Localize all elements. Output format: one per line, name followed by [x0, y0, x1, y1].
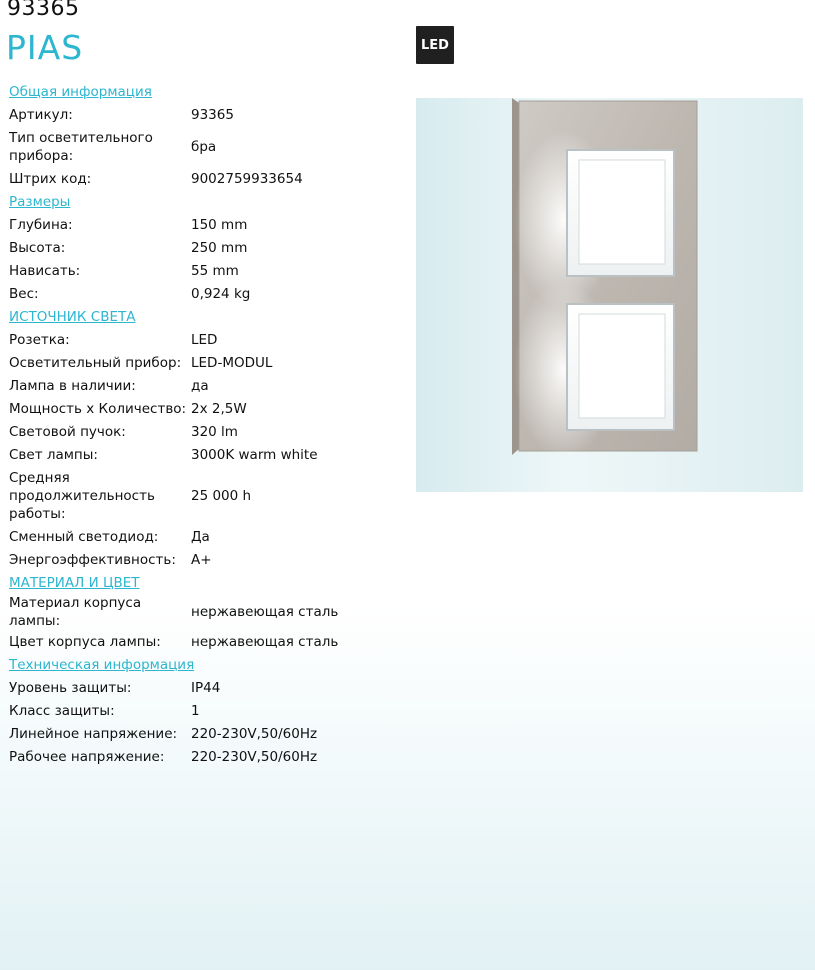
- lower-light-inner: [579, 314, 665, 418]
- spec-row-depth: [9, 213, 409, 236]
- spec-row-weight: [9, 282, 409, 305]
- product-photo: [416, 98, 803, 492]
- upper-light-inner: [579, 160, 665, 264]
- spec-row-lifetime: [9, 466, 409, 525]
- spec-row-luminous-flux: [9, 420, 409, 443]
- section-title-material[interactable]: МАТЕРИАЛ И ЦВЕТ: [9, 574, 140, 591]
- spec-row-article: [9, 103, 409, 126]
- spec-value: нержавеющая сталь: [191, 633, 339, 650]
- spec-label: Розетка:: [9, 331, 70, 348]
- spec-value: 220-230V,50/60Hz: [191, 725, 318, 742]
- spec-label: Световой пучок:: [9, 423, 126, 440]
- spec-value: 25 000 h: [191, 487, 252, 504]
- spec-label: Свет лампы:: [9, 446, 98, 463]
- spec-label: Сменный светодиод:: [9, 528, 159, 545]
- spec-label: Тип осветительного прибора:: [9, 129, 153, 164]
- spec-value: 0,924 kg: [191, 285, 251, 302]
- spec-value: 93365: [191, 106, 234, 123]
- spec-value: 150 mm: [191, 216, 248, 233]
- spec-row-protection-class: [9, 699, 409, 722]
- spec-row-ip-rating: [9, 676, 409, 699]
- spec-value: 320 lm: [191, 423, 238, 440]
- spec-value: 220-230V,50/60Hz: [191, 748, 318, 765]
- spec-value: LED: [191, 331, 218, 348]
- spec-label: Лампа в наличии:: [9, 377, 136, 394]
- spec-row-lamp-included: [9, 374, 409, 397]
- spec-row-light-color: [9, 443, 409, 466]
- spec-value: нержавеющая сталь: [191, 604, 339, 620]
- spec-value: 1: [191, 702, 200, 719]
- spec-label: Рабочее напряжение:: [9, 748, 165, 765]
- spec-row-body-color: [9, 630, 409, 653]
- spec-row-height: [9, 236, 409, 259]
- spec-label: Класс защиты:: [9, 702, 115, 719]
- spec-row-body-material: [9, 594, 409, 630]
- spec-row-barcode: [9, 167, 409, 190]
- spec-value: бра: [191, 138, 217, 155]
- spec-label: Уровень защиты:: [9, 679, 132, 696]
- spec-value: IP44: [191, 679, 221, 696]
- spec-label: Осветительный прибор:: [9, 354, 182, 371]
- spec-value: LED-MODUL: [191, 354, 273, 371]
- section-title-light-source[interactable]: ИСТОЧНИК СВЕТА: [9, 308, 136, 325]
- spec-row-type: [9, 126, 409, 167]
- spec-label: Артикул:: [9, 106, 73, 123]
- spec-row-socket: [9, 328, 409, 351]
- section-title-technical[interactable]: Техническая информация: [9, 656, 195, 673]
- spec-row-power: [9, 397, 409, 420]
- spec-label: Линейное напряжение:: [9, 725, 178, 742]
- spec-label: Энергоэффективность:: [9, 551, 176, 568]
- spec-value: 55 mm: [191, 262, 239, 279]
- spec-value: 3000K warm white: [191, 446, 318, 463]
- led-badge: LED: [416, 26, 454, 64]
- spec-label: Цвет корпуса лампы:: [9, 633, 161, 650]
- spec-row-energy-class: [9, 548, 409, 571]
- spec-label: Материал корпуса лампы:: [9, 595, 142, 629]
- spec-label: Мощность х Количество:: [9, 400, 187, 417]
- spec-row-line-voltage: [9, 722, 409, 745]
- spec-label: Штрих код:: [9, 170, 92, 187]
- section-title-general[interactable]: Общая информация: [9, 83, 152, 100]
- spec-label: Вес:: [9, 285, 39, 302]
- spec-value: 250 mm: [191, 239, 248, 256]
- spec-row-replaceable-led: [9, 525, 409, 548]
- product-name: PIAS: [6, 28, 84, 67]
- spec-label: Высота:: [9, 239, 66, 256]
- spec-value: Да: [191, 528, 210, 545]
- spec-row-operating-voltage: [9, 745, 409, 768]
- spec-row-light-unit: [9, 351, 409, 374]
- spec-list: [9, 80, 409, 768]
- spec-label: Глубина:: [9, 216, 73, 233]
- spec-value: A+: [191, 551, 212, 568]
- section-title-dimensions[interactable]: Размеры: [9, 193, 71, 210]
- spec-row-projection: [9, 259, 409, 282]
- spec-value: да: [191, 377, 209, 394]
- spec-value: 9002759933654: [191, 170, 303, 187]
- spec-label: Средняя продолжительность работы:: [9, 469, 155, 522]
- spec-value: 2x 2,5W: [191, 400, 247, 417]
- product-sku: 93365: [7, 0, 80, 21]
- spec-label: Нависать:: [9, 262, 81, 279]
